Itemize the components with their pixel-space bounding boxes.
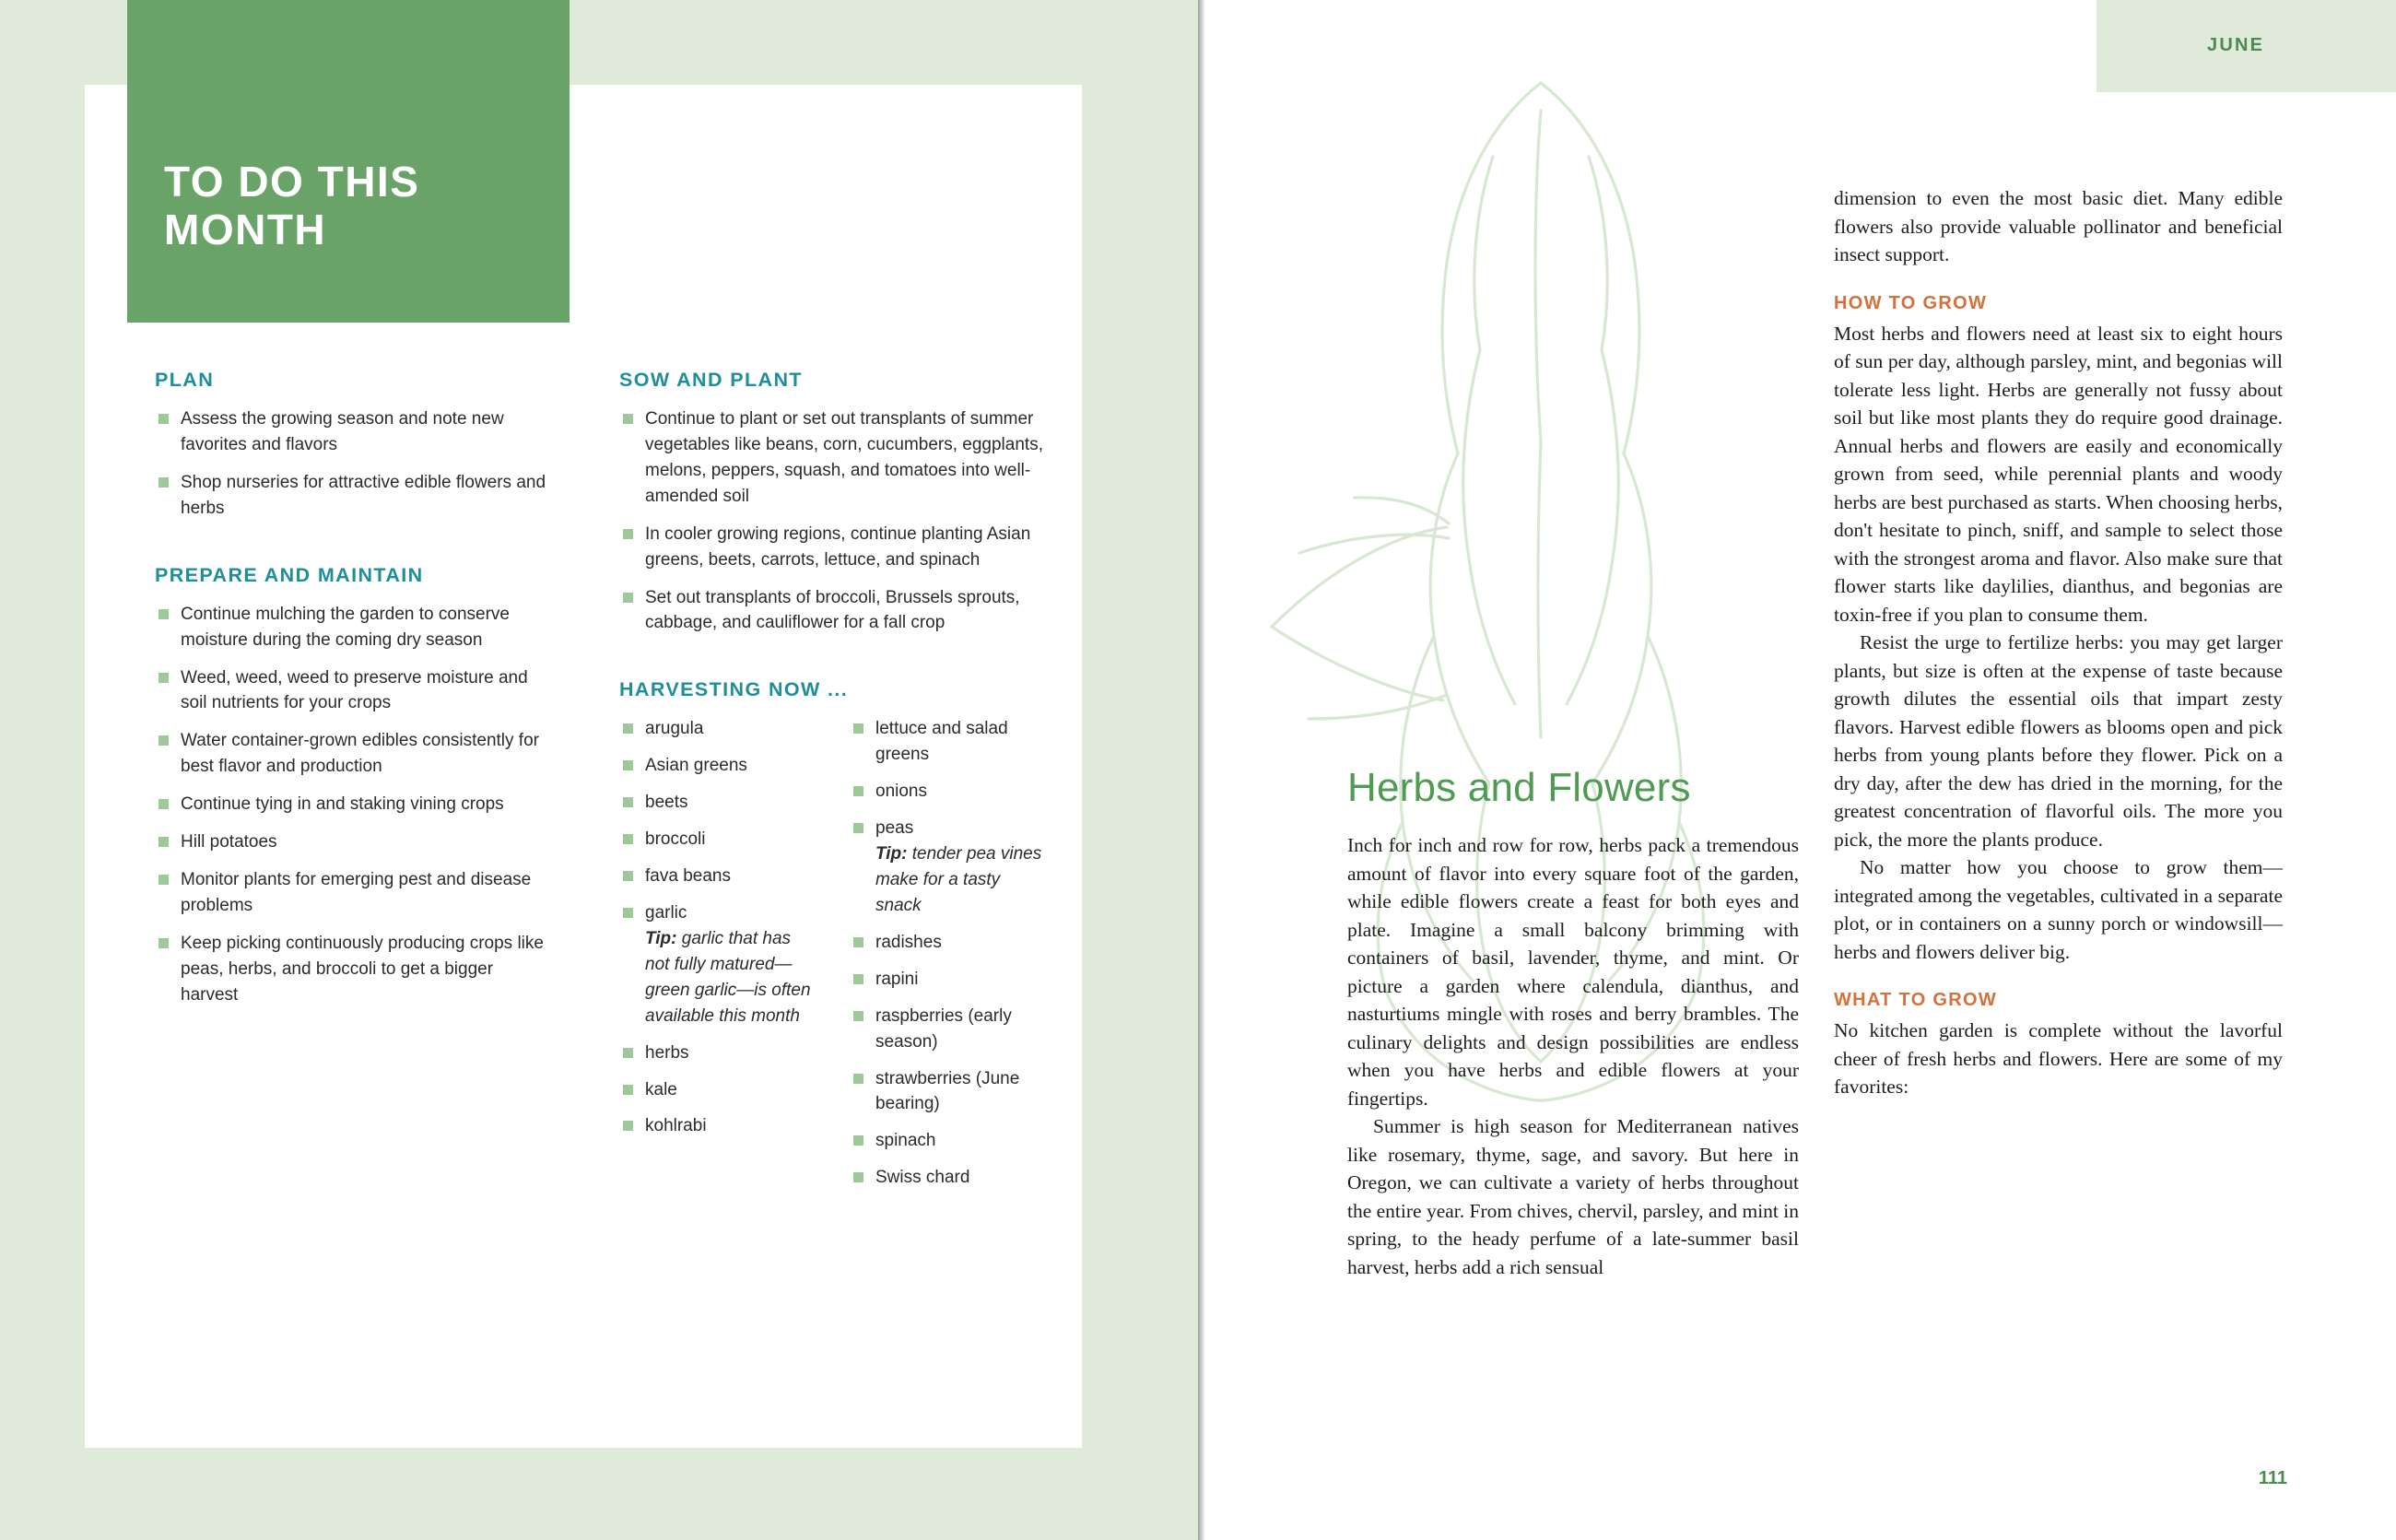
harvest-columns: [619, 716, 1052, 1202]
list-item: [619, 1113, 815, 1139]
list-item: [850, 1165, 1045, 1191]
list-item: [619, 900, 815, 1029]
list-item: [850, 716, 1045, 768]
article-paragraph: Resist the urge to fertilize herbs: you may get larger plants, but size is often at the expense of taste because growth dilutes the essential oils that impart zesty flavors. Harvest edible flowers as blooms open and pick herbs from young plants before they flower. Pick on a dry day, after the dew has dried in the morning, for the greatest concentration of flavorful oils. The more you pick, the more the plants produce.: [1834, 631, 2283, 851]
list-item-label: strawberries (June bearing): [875, 1068, 1020, 1114]
list-item: Water container-grown edibles consistently for best flavor and production: [155, 728, 551, 780]
harvest-tip-text: tender pea vines make for a tasty snack: [875, 844, 1042, 915]
list-item: Continue tying in and staking vining crops: [155, 792, 551, 817]
list-item: [850, 816, 1045, 919]
list-item: Continue mulching the garden to conserve moisture during the coming dry season: [155, 602, 551, 653]
list-item: Weed, weed, weed to preserve moisture and soil nutrients for your crops: [155, 665, 551, 717]
list-item: Keep picking continuously producing crops like peas, herbs, and broccoli to get a bigger harvest: [155, 931, 551, 1008]
list-item: [619, 753, 815, 779]
harvest-tip-prefix: Tip:: [875, 844, 908, 864]
page-gutter-shadow: [1198, 0, 1205, 1540]
left-page-second-column: [619, 369, 1052, 1202]
list-item: [619, 1077, 815, 1103]
list-item-label: Swiss chard: [875, 1168, 970, 1188]
right-page: [1198, 0, 2396, 1540]
prepare-and-maintain-list: [155, 602, 551, 1008]
harvest-tip: [875, 841, 1045, 919]
list-item: Shop nurseries for attractive edible flowers and herbs: [155, 470, 551, 522]
section-heading-prepare-and-maintain: PREPARE AND MAINTAIN: [155, 563, 424, 586]
list-item: [619, 827, 815, 852]
to-do-banner-title: TO DO THIS MONTH: [164, 158, 420, 253]
harvest-list-one: [619, 716, 815, 1202]
harvest-tip-prefix: Tip:: [645, 928, 677, 948]
list-item: [850, 1128, 1045, 1154]
to-do-this-month-banner: [127, 0, 570, 323]
list-item-label: Asian greens: [645, 756, 747, 776]
left-column: [155, 369, 551, 1020]
article-paragraph: Most herbs and flowers need at least six to eight hours of sun per day, although parsley, mint, and begonias will tolerate less light. Herbs are generally not fussy about soil but like most plants they do require good drainage. Annual herbs and flowers are easily and economically grown from seed, while perennial plants and woody herbs are best purchased as starts. When choosing herbs, don't hesitate to pinch, sniff, and sample to select those with the strongest aroma and flavor. Also make sure that flower starts like daylilies, dianthus, and begonias are toxin-free if you plan to consume them.: [1834, 322, 2283, 626]
list-item: Hill potatoes: [155, 829, 551, 855]
list-item: [850, 1004, 1045, 1055]
list-item-label: raspberries (early season): [875, 1005, 1012, 1052]
list-item-label: herbs: [645, 1042, 689, 1063]
article-paragraph: No matter how you choose to grow them—integrated among the vegetables, cultivated in a separate plot, or in containers on a sunny porch or windowsill—herbs and flowers deliver big.: [1834, 856, 2283, 963]
list-item-label: kohlrabi: [645, 1116, 707, 1136]
list-item: Set out transplants of broccoli, Brussels sprouts, cabbage, and cauliflower for a fall crop: [619, 585, 1052, 637]
article-title: Herbs and Flowers: [1347, 765, 1691, 810]
list-item: Monitor plants for emerging pest and disease problems: [155, 867, 551, 919]
list-item-label: lettuce and salad greens: [875, 719, 1008, 765]
article-paragraph: Inch for inch and row for row, herbs pack a tremendous amount of flavor into every square foot of the garden, while edible flowers create a feast for both eyes and plate. Imagine a small balcony brimming with containers of basil, lavender, thyme, and mint. Or picture a garden where calendula, dianthus, and nasturtiums mingle with roses and berry brambles. The culinary delights and design possibilities are endless when you have herbs and edible flowers at your fingertips.: [1347, 834, 1799, 1110]
article-paragraph-continued: dimension to even the most basic diet. Many edible flowers also provide valuable pollinator and beneficial insect support.: [1834, 187, 2283, 266]
section-heading-sow-and-plant: SOW AND PLANT: [619, 369, 803, 391]
subheading-how-to-grow: HOW TO GROW: [1834, 292, 1988, 313]
list-item-label: kale: [645, 1079, 677, 1099]
list-item-label: garlic: [645, 902, 687, 923]
month-tab-label: JUNE: [2207, 35, 2265, 55]
article-column-one: [1347, 765, 1799, 1281]
list-item: [850, 967, 1045, 993]
sow-and-plant-list: [619, 406, 1052, 636]
list-item: [619, 864, 815, 889]
list-item: In cooler growing regions, continue planting Asian greens, beets, carrots, lettuce, and spinach: [619, 522, 1052, 573]
article-paragraph: No kitchen garden is complete without the lavorful cheer of fresh herbs and flowers. Here are some of my favorites:: [1834, 1019, 2283, 1099]
section-heading-plan: PLAN: [155, 369, 215, 391]
list-item: [619, 716, 815, 742]
list-item: [619, 790, 815, 816]
harvest-tip: [645, 926, 815, 1029]
list-item: [619, 1040, 815, 1066]
list-item-label: spinach: [875, 1131, 936, 1151]
list-item-label: rapini: [875, 969, 919, 989]
list-item: Continue to plant or set out transplants of summer vegetables like beans, corn, cucumbers, eggplants, melons, peppers, squash, and tomatoes into well-amended soil: [619, 406, 1052, 510]
list-item: [850, 930, 1045, 956]
list-item-label: onions: [875, 782, 927, 802]
harvest-list-two: [850, 716, 1045, 1202]
list-item-label: broccoli: [645, 829, 706, 850]
list-item-label: beets: [645, 793, 688, 813]
list-item-label: fava beans: [645, 866, 731, 887]
section-prepare-and-maintain: [155, 564, 551, 1008]
list-item: [850, 779, 1045, 805]
section-plan: [155, 369, 551, 522]
section-harvesting-now: [619, 678, 1052, 1202]
list-item: Assess the growing season and note new favorites and flavors: [155, 406, 551, 458]
section-sow-and-plant: [619, 369, 1052, 636]
list-item-label: arugula: [645, 719, 704, 739]
list-item-label: radishes: [875, 932, 942, 952]
page-number: 111: [2258, 1468, 2287, 1488]
section-heading-harvesting-now: HARVESTING NOW ...: [619, 678, 849, 701]
article-column-two: [1834, 184, 2283, 1101]
harvest-tip-text: garlic that has not fully matured—green garlic—is often available this month: [645, 928, 811, 1026]
article-paragraph: Summer is high season for Mediterranean natives like rosemary, thyme, sage, and savory. But here in Oregon, we can cultivate a variety of herbs throughout the entire year. From chives, chervil, parsley, and mint in spring, to the heady perfume of a late-summer basil harvest, herbs add a rich sensual: [1347, 1115, 1799, 1278]
list-item-label: peas: [875, 818, 914, 839]
subheading-what-to-grow: WHAT TO GROW: [1834, 990, 1998, 1011]
list-item: [850, 1066, 1045, 1118]
right-page-content: [1198, 0, 2396, 1540]
plan-list: [155, 406, 551, 522]
